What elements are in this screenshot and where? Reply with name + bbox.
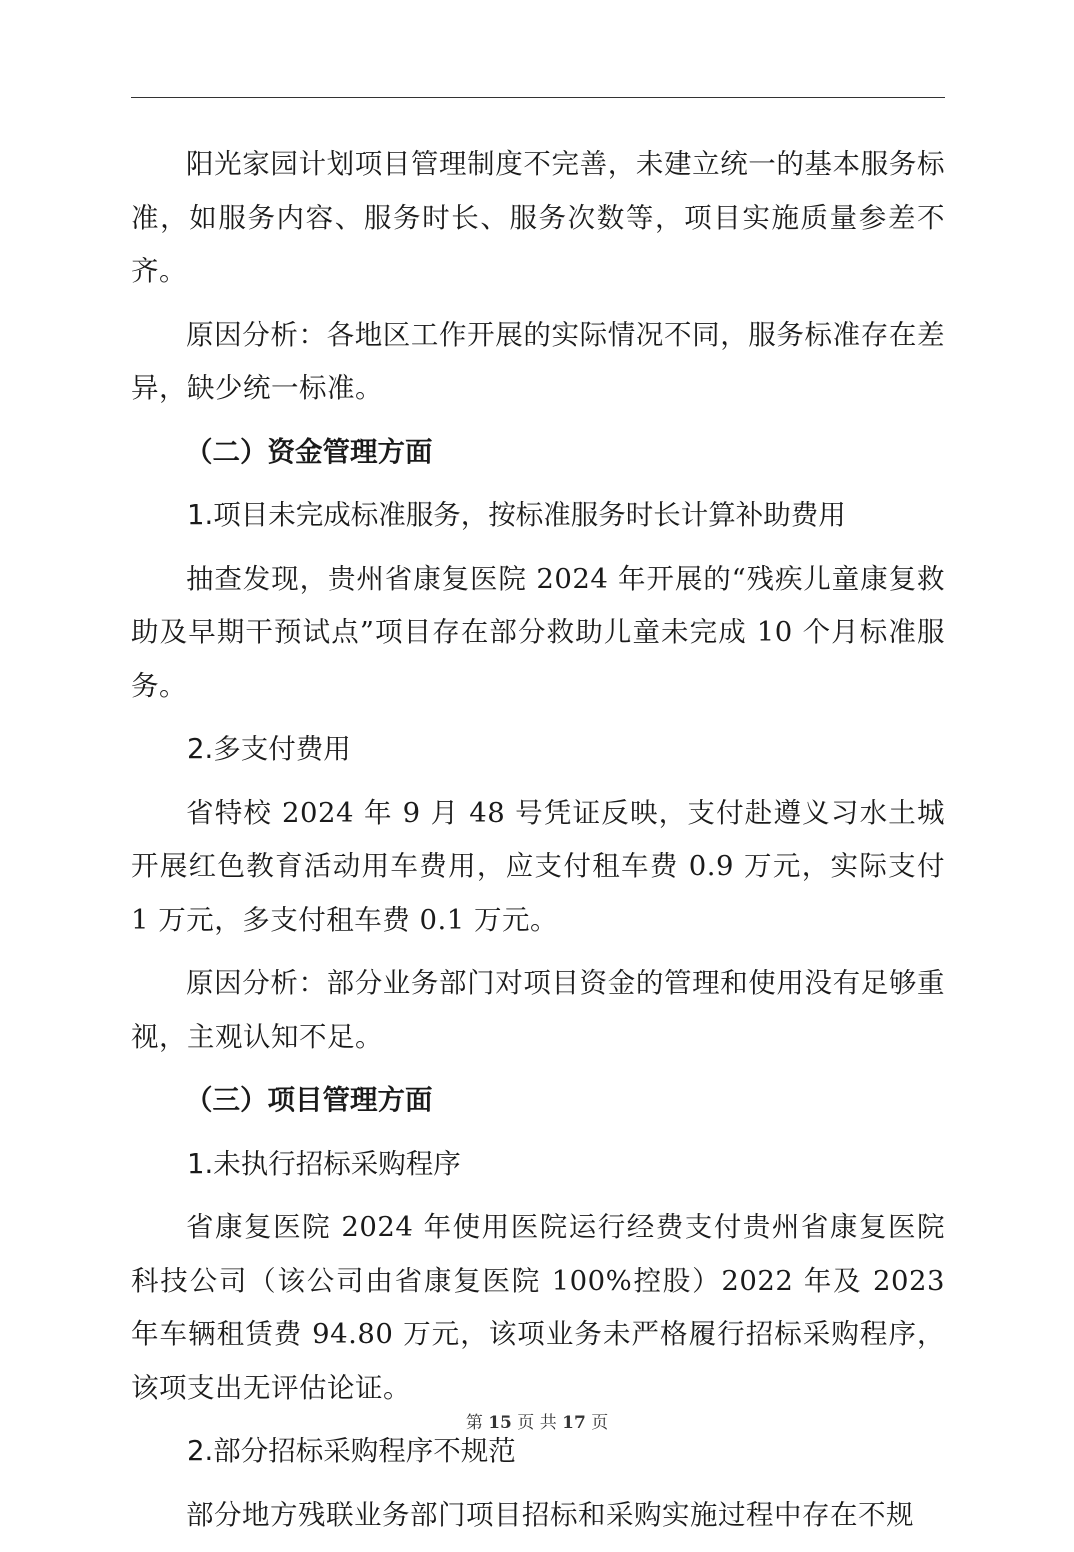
footer-suffix: 页 — [591, 1413, 609, 1433]
paragraph: 阳光家园计划项目管理制度不完善，未建立统一的基本服务标准，如服务内容、服务时长、服务次数等，项目实施质量参差不齐。 — [131, 148, 945, 287]
header-rule — [131, 97, 945, 98]
paragraph: 原因分析：部分业务部门对项目资金的管理和使用没有足够重视，主观认知不足。 — [131, 967, 945, 1053]
paragraph: 部分地方残联业务部门项目招标和采购实施过程中存在不规 — [186, 1498, 914, 1531]
document-body — [131, 138, 945, 1552]
footer-prefix: 第 — [465, 1413, 483, 1433]
current-page-number: 15 — [488, 1413, 512, 1433]
subsection-heading: 2.多支付费用 — [187, 733, 351, 765]
page-footer — [0, 1408, 1074, 1433]
subsection-heading: 1.未执行招标采购程序 — [187, 1147, 461, 1180]
subsection-heading: 1.项目未完成标准服务，按标准服务时长计算补助费用 — [187, 499, 846, 531]
paragraph: 省康复医院 2024 年使用医院运行经费支付贵州省康复医院科技公司（该公司由省康复医院 100%控股）2022 年及 2023 年车辆租赁费 94.80 万元，该项业务未严格履行招标采购程序，该项支出无评估论证。 — [131, 1211, 945, 1404]
section-heading: （二）资金管理方面 — [185, 435, 433, 468]
total-page-number: 17 — [562, 1413, 586, 1433]
paragraph: 省特校 2024 年 9 月 48 号凭证反映，支付赴遵义习水土城开展红色教育活动用车费用，应支付租车费 0.9 万元，实际支付 1 万元，多支付租车费 0.1 万元。 — [131, 796, 945, 936]
subsection-heading: 2.部分招标采购程序不规范 — [187, 1435, 516, 1467]
paragraph: 原因分析：各地区工作开展的实际情况不同，服务标准存在差异，缺少统一标准。 — [131, 318, 945, 404]
footer-middle: 页 共 — [517, 1413, 557, 1433]
paragraph: 抽查发现，贵州省康复医院 2024 年开展的“残疾儿童康复救助及早期干预试点”项目存在部分救助儿童未完成 10 个月标准服务。 — [131, 562, 945, 702]
section-heading: （三）项目管理方面 — [185, 1084, 433, 1116]
